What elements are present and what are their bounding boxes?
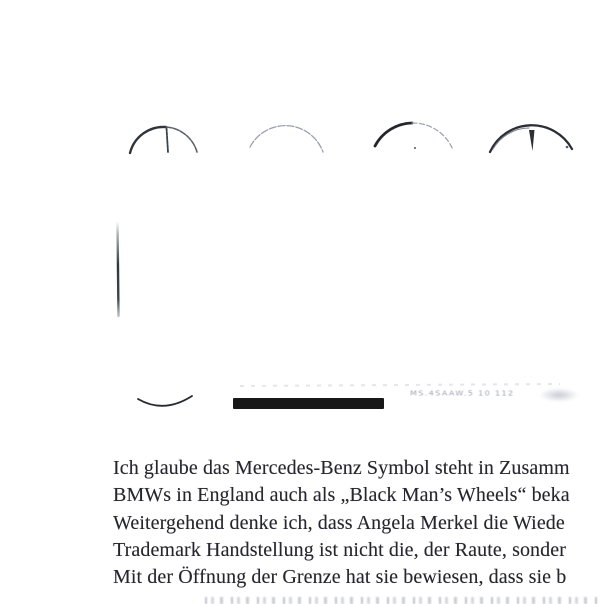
paragraph-line-1: Ich glaube das Mercedes-Benz Symbol steht in Zusamm bbox=[113, 457, 570, 479]
paragraph-line-3: Weitergehend denke ich, dass Angela Merkel die Wiede bbox=[113, 511, 565, 534]
paragraph-line-4: Trademark Handstellung ist nicht die, der Raute, sonder bbox=[113, 538, 566, 561]
scan-smudge bbox=[539, 388, 579, 402]
vertical-pen-stroke bbox=[118, 223, 119, 316]
bottom-smile-arc bbox=[138, 396, 192, 406]
paragraph bbox=[113, 455, 600, 591]
mercedes-sketch1-spoke bbox=[167, 128, 169, 152]
mercedes-sketch3-arc-right bbox=[412, 123, 453, 150]
scan-dotted-artifact bbox=[240, 384, 560, 386]
stamp-number: MS.4SAAW.5 10 112 bbox=[410, 389, 515, 398]
mercedes-sketch4-dot bbox=[566, 146, 569, 149]
redaction-bar bbox=[233, 398, 384, 409]
mercedes-sketch1-arc-left bbox=[130, 127, 166, 153]
mercedes-sketch1-arc-right bbox=[166, 127, 197, 152]
mercedes-sketch3-dot bbox=[414, 147, 416, 149]
mercedes-sketch2-arc bbox=[250, 126, 323, 152]
clipped-text-fragments bbox=[205, 597, 598, 604]
paragraph-line-2: BMWs in England auch als „Black Man’s Wheels“ beka bbox=[113, 484, 570, 507]
mercedes-sketch3-arc-left bbox=[375, 123, 412, 146]
mercedes-sketch4-spoke bbox=[529, 130, 535, 151]
paragraph-line-5: Mit der Öffnung der Grenze hat sie bewiesen, dass sie b bbox=[113, 566, 567, 589]
